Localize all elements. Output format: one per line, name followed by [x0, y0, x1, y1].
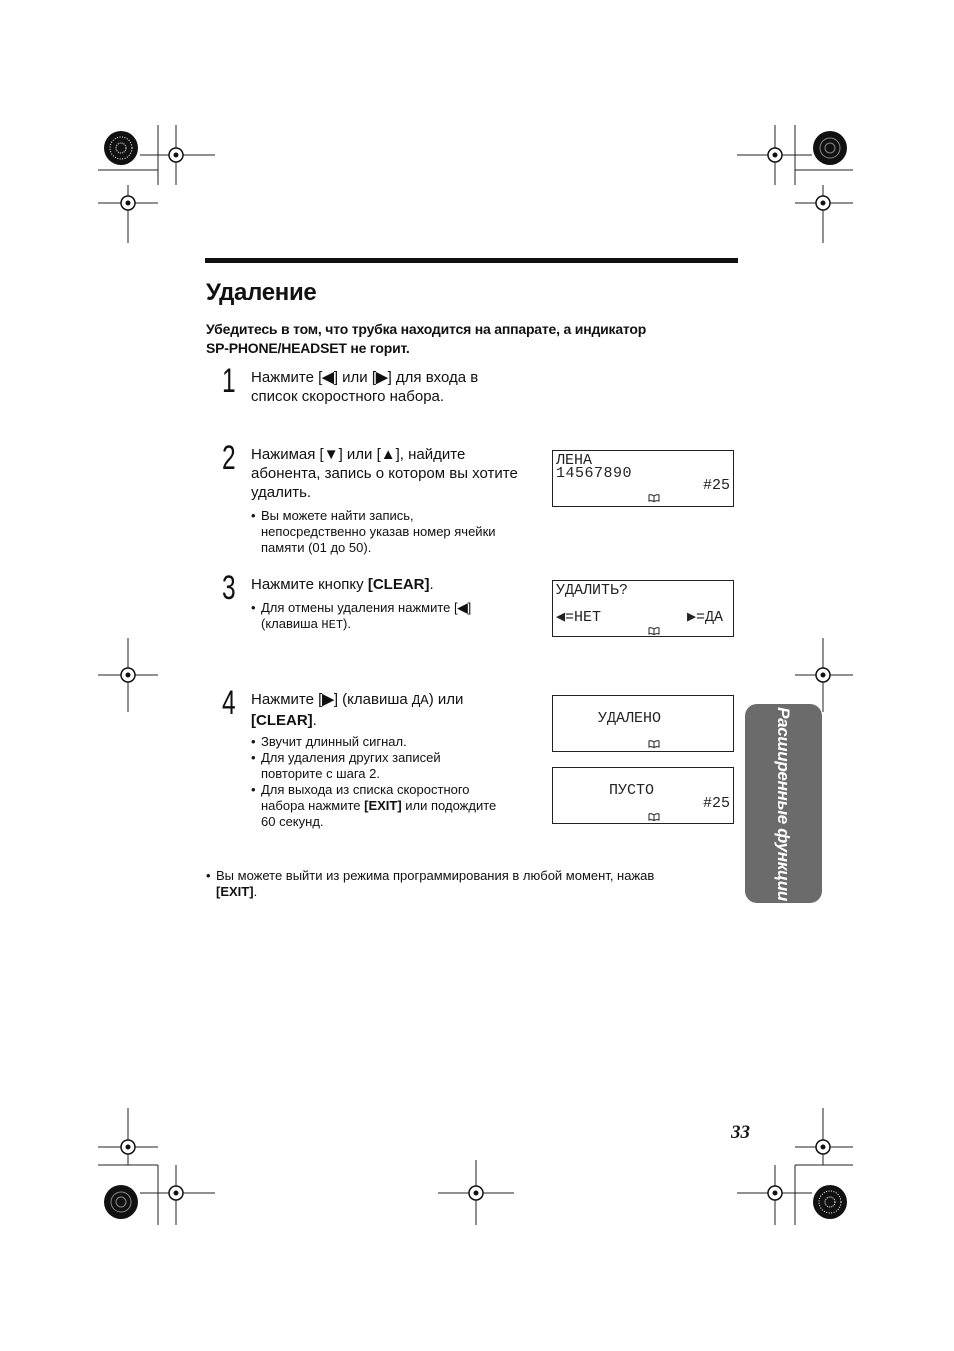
lcd-display-deleted: УДАЛЕНО	[552, 695, 734, 752]
page-number: 33	[731, 1122, 750, 1143]
step-4-text: Нажмите [▶] (клавиша ДА) или [CLEAR].	[251, 691, 464, 729]
intro-line-1: Убедитесь в том, что трубка находится на аппарате, а индикатор	[206, 321, 647, 337]
right-arrow-icon: ▶	[376, 369, 388, 386]
right-arrow-icon: ▶	[686, 609, 696, 626]
heading-rule	[205, 258, 738, 263]
left-arrow-icon: ◀	[322, 369, 334, 386]
phonebook-icon	[648, 494, 660, 502]
up-arrow-icon: ▲	[380, 446, 396, 463]
phonebook-icon	[648, 627, 660, 635]
intro-text	[206, 320, 746, 358]
step-2-number: 2	[222, 439, 236, 477]
lcd-display-empty: ПУСТО #25	[552, 767, 734, 824]
phonebook-icon	[648, 813, 660, 821]
footnote: • Вы можете выйти из режима программирования в любой момент, нажав [EXIT].	[206, 868, 736, 900]
step-4-number: 4	[222, 684, 236, 722]
step-3-note: • Для отмены удаления нажмите [◀] (клавиша НЕТ).	[251, 600, 536, 633]
intro-line-2: SP-PHONE/HEADSET не горит.	[206, 340, 410, 356]
section-side-tab	[745, 704, 822, 903]
step-3-number: 3	[222, 569, 236, 607]
right-arrow-icon: ▶	[322, 691, 334, 708]
lcd-display-contact: ЛЕНА 14567890 #25	[552, 450, 734, 507]
step-2-note: • Вы можете найти запись, непосредственно указав номер ячейки памяти (01 до 50).	[251, 508, 536, 556]
step-3-text: Нажмите кнопку [CLEAR].	[251, 576, 434, 593]
left-arrow-icon: ◀	[556, 609, 566, 626]
lcd-display-delete-confirm: УДАЛИТЬ? ◀=НЕТ ▶=ДА	[552, 580, 734, 637]
left-arrow-icon: ◀	[457, 600, 468, 615]
step-1-number: 1	[222, 362, 236, 400]
step-4-notes: • Звучит длинный сигнал. • Для удаления других записей повторите с шага 2. • Для выхода из списка скоростного набора нажмите [EXIT] или подождите 60 секунд.	[251, 734, 536, 830]
section-side-tab-label: Расширенные функции	[774, 707, 793, 901]
down-arrow-icon: ▼	[323, 446, 339, 463]
page-title: Удаление	[206, 279, 317, 306]
step-2-text: Нажимая [▼] или [▲], найдите абонента, запись о котором вы хотите удалить.	[251, 446, 518, 501]
step-1-text: Нажмите [◀] или [▶] для входа в список скоростного набора.	[251, 369, 479, 405]
phonebook-icon	[648, 740, 660, 748]
